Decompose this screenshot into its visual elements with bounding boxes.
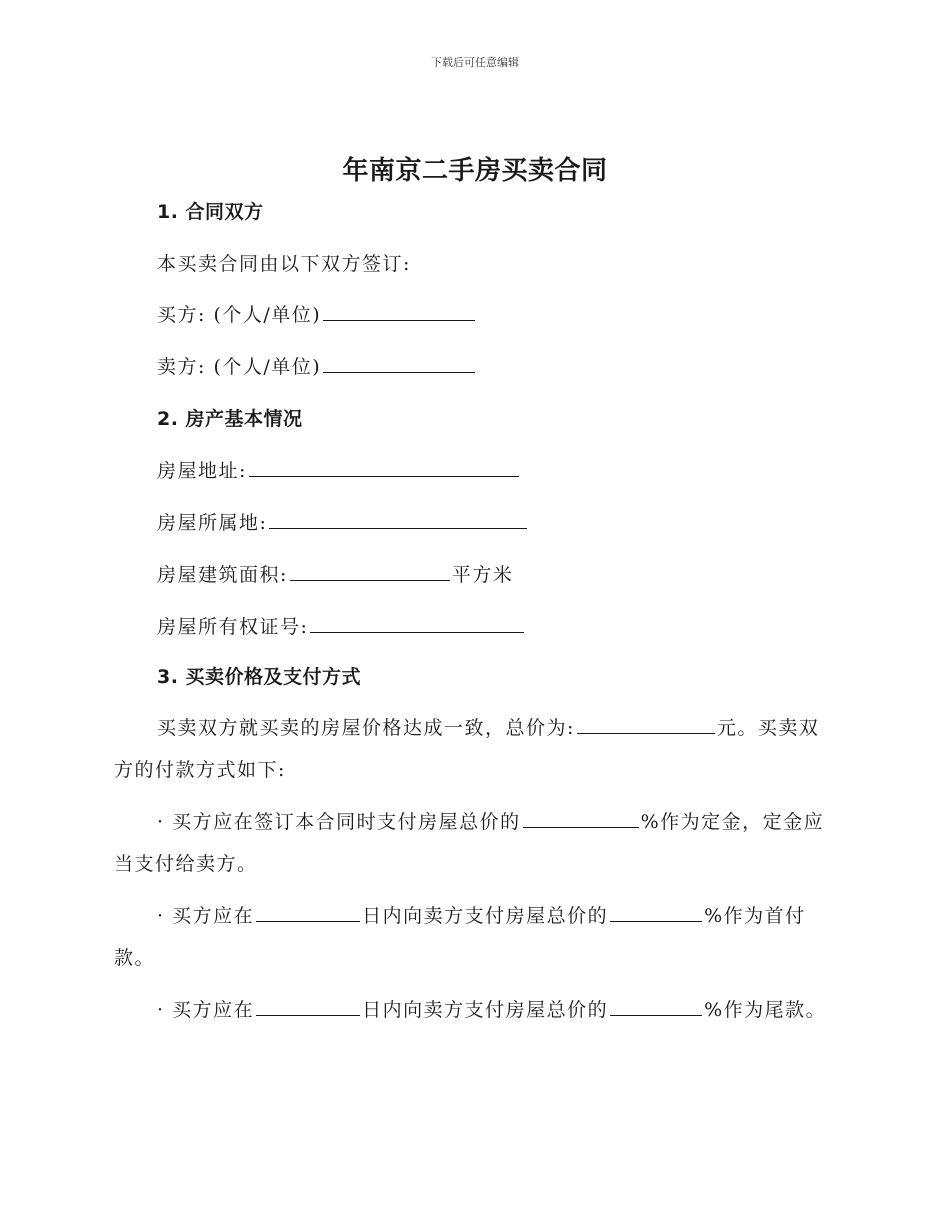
down-payment-paragraph [114,895,834,979]
deposit-text-a: · 买方应在签订本合同时支付房屋总价的 [157,811,521,833]
seller-line [157,352,477,381]
area-line [157,560,513,589]
deposit-text-b: %作为定金，定金应当支付给卖方。 [114,811,825,875]
seller-label: 卖方: (个人/单位) [157,356,322,378]
buyer-blank [323,300,475,321]
section-3-heading: 3. 买卖价格及支付方式 [157,666,362,688]
deposit-paragraph [114,801,834,885]
down-text-c: %作为首付款。 [114,905,806,969]
final-text-c: %作为尾款。 [704,999,827,1021]
area-label: 房屋建筑面积: [157,564,288,586]
price-text-a: 买卖双方就买卖的房屋价格达成一致，总价为: [157,717,575,739]
address-line [157,456,521,485]
deposit-blank [523,807,639,828]
document-title: 年南京二手房买卖合同 [342,156,608,186]
final-text-b: 日内向卖方支付房屋总价的 [362,999,609,1021]
final-text-a: · 买方应在 [157,999,255,1021]
header-note: 下载后可任意编辑 [431,56,519,69]
final-percent-blank [610,995,702,1016]
address-blank [249,456,519,477]
seller-blank [323,352,475,373]
price-text-b: 元。买卖双方的付款方式如下: [114,717,820,781]
price-blank [577,713,715,734]
area-blank [290,560,450,581]
down-text-a: · 买方应在 [157,905,255,927]
certificate-blank [310,612,524,633]
certificate-label: 房屋所有权证号: [157,616,309,638]
area-unit: 平方米 [451,564,514,586]
down-percent-blank [610,901,702,922]
down-days-blank [256,901,360,922]
certificate-line [157,612,526,641]
buyer-line [157,300,477,329]
location-label: 房屋所属地: [157,512,268,534]
buyer-label: 买方: (个人/单位) [157,304,322,326]
down-text-b: 日内向卖方支付房屋总价的 [362,905,609,927]
final-days-blank [256,995,360,1016]
parties-intro: 本买卖合同由以下双方签订: [157,253,411,275]
price-paragraph [114,707,834,791]
location-blank [269,508,527,529]
final-payment-paragraph [114,989,834,1031]
location-line [157,508,529,537]
section-1-heading: 1. 合同双方 [157,201,264,223]
address-label: 房屋地址: [157,460,247,482]
section-2-heading: 2. 房产基本情况 [157,408,303,430]
